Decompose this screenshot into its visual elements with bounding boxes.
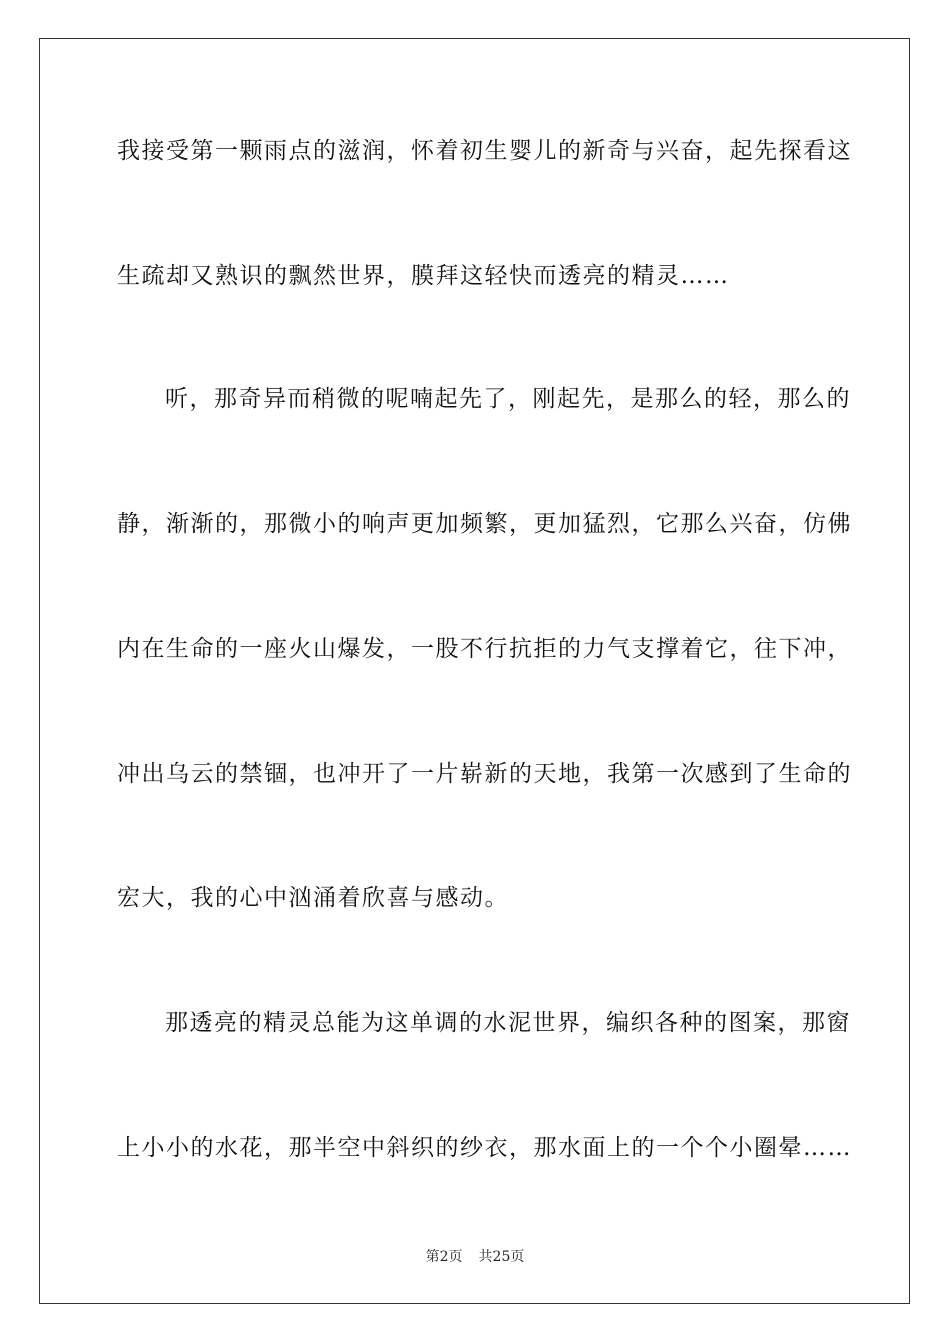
- paragraph-line-1: 我接受第一颗雨点的滋润，怀着初生婴儿的新奇与兴奋，起先探看这: [117, 138, 852, 164]
- page-number: 第2页: [425, 1249, 463, 1265]
- paragraph-line-3: 听，那奇异而稍微的呢喃起先了，刚起先，是那么的轻，那么的: [165, 386, 851, 412]
- paragraph-line-8: 那透亮的精灵总能为这单调的水泥世界，编织各种的图案，那窗: [165, 1010, 851, 1036]
- paragraph-line-4: 静，渐渐的，那微小的响声更加频繁，更加猛烈，它那么兴奋，仿佛: [117, 511, 852, 537]
- paragraph-line-6: 冲出乌云的禁锢，也冲开了一片崭新的天地，我第一次感到了生命的: [117, 761, 852, 787]
- paragraph-line-9: 上小小的水花，那半空中斜织的纱衣，那水面上的一个个小圈晕……: [117, 1135, 852, 1161]
- paragraph-line-2: 生疏却又熟识的飘然世界，膜拜这轻快而透亮的精灵……: [117, 263, 730, 289]
- page-footer: [0, 1248, 950, 1266]
- page-border: [39, 38, 910, 1304]
- paragraph-line-7: 宏大，我的心中汹涌着欣喜与感动。: [117, 885, 509, 911]
- paragraph-line-5: 内在生命的一座火山爆发，一股不行抗拒的力气支撑着它，往下冲，: [117, 636, 852, 662]
- page-total: 共25页: [478, 1249, 525, 1265]
